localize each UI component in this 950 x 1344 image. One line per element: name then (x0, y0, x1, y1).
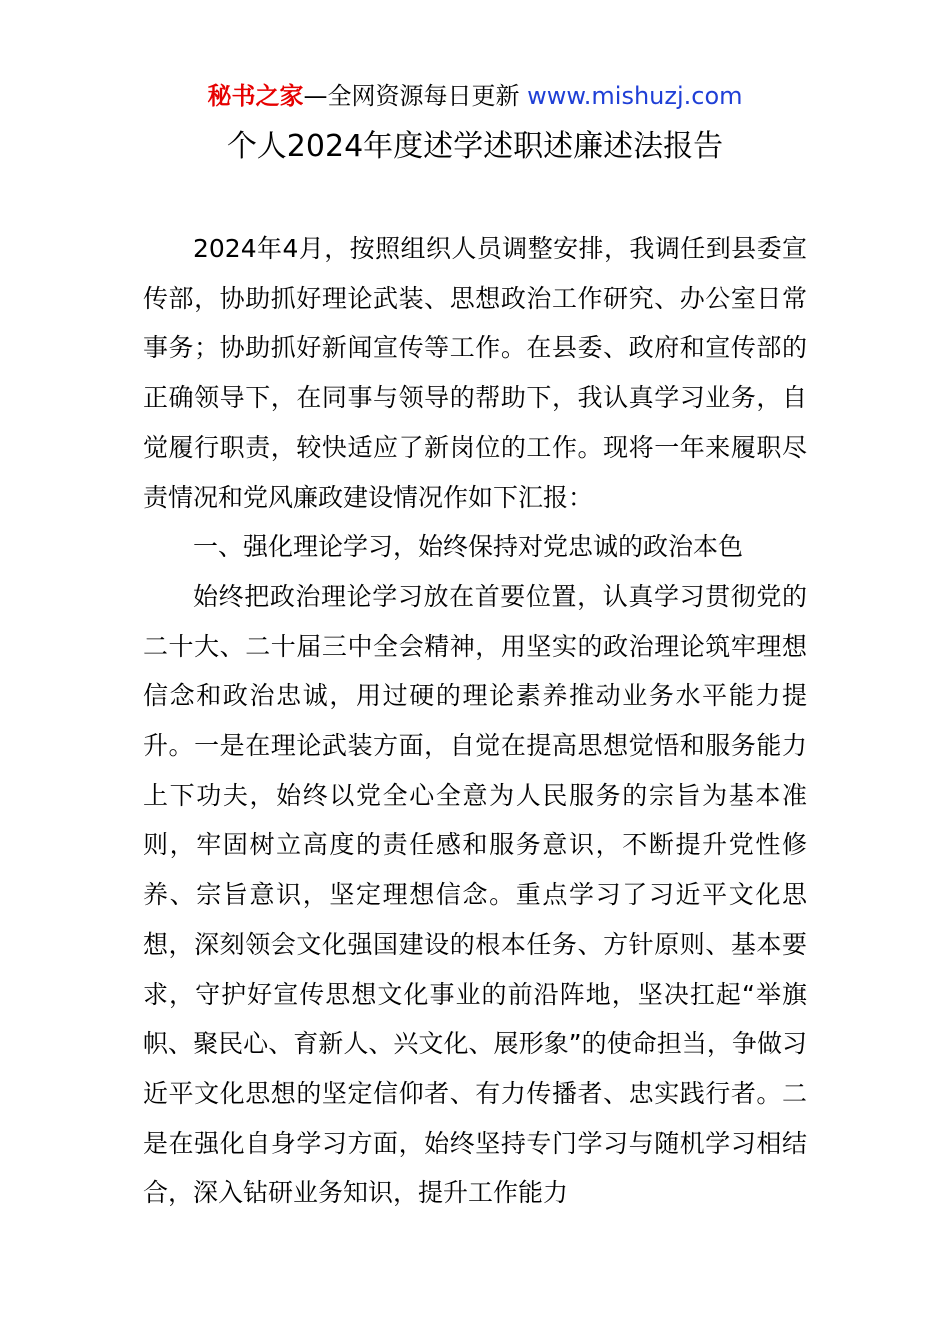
brand-name: 秘书之家 (207, 82, 304, 110)
site-slogan: —全网资源每日更新 (303, 82, 528, 110)
body-paragraph: 始终把政治理论学习放在首要位置，认真学习贯彻党的二十大、二十届三中全会精神，用坚实的政治理论筑牢理想信念和政治忠诚，用过硬的理论素养推动业务水平能力提升。一是在理论武装方面，自觉在提高思想觉悟和服务能力上下功夫，始终以党全心全意为人民服务的宗旨为基本准则，牢固树立高度的责任感和服务意识，不断提升党性修养、宗旨意识，坚定理想信念。重点学习了习近平文化思想，深刻领会文化强国建设的根本任务、方针原则、基本要求，守护好宣传思想文化事业的前沿阵地，坚决扛起“举旗帜、聚民心、育新人、兴文化、展形象”的使命担当，争做习近平文化思想的坚定信仰者、有力传播者、忠实践行者。二是在强化自身学习方面，始终坚持专门学习与随机学习相结合，深入钻研业务知识，提升工作能力 (143, 581, 807, 1208)
document-body (143, 224, 807, 1218)
document-title: 个人2024年度述学述职述廉述法报告 (226, 129, 724, 164)
site-url-link[interactable]: www.mishuzj.com (527, 82, 743, 110)
section-heading: 一、强化理论学习，始终保持对党忠诚的政治本色 (193, 532, 744, 562)
intro-paragraph: 2024年4月，按照组织人员调整安排，我调任到县委宣传部，协助抓好理论武装、思想政治工作研究、办公室日常事务；协助抓好新闻宣传等工作。在县委、政府和宣传部的正确领导下，在同事与领导的帮助下，我认真学习业务，自觉履行职责，较快适应了新岗位的工作。现将一年来履职尽责情况和党风廉政建设情况作如下汇报： (143, 234, 807, 512)
site-header (0, 80, 950, 112)
